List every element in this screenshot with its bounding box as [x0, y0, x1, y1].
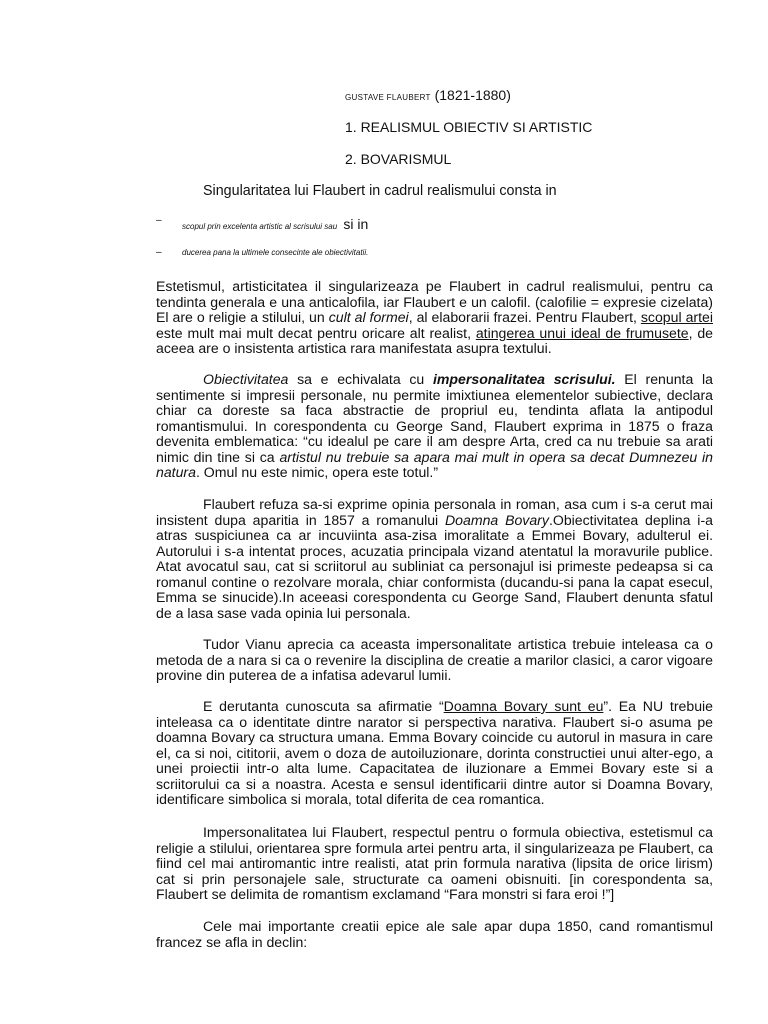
- paragraph-refuz-opinie: Flaubert refuza sa-si exprime opinia personala in roman, asa cum i s-a cerut mai insistent dupa aparitia in 1857 a romanului Doamna Bovary.Obiectivitatea deplina i-a atras suspiciunea ca ar incuviinta asa-zisa imoralitate a Emmei Bovary, adulterul ei. Autorului i s-a intentat proces, acuzatia principala vizand atentatul la moravurile publice. Atat avocatul sau, cat si scriitorul au subliniat ca personajul isi primeste pedeapsa si ca romanul contine o rezolvare morala, chiar conformista (ducandu-si pana la capat esecul, Emma se sinucide).In aceeasi corespondenta cu George Sand, Flaubert denunta sfatul de a lasa sase vada opinia lui personala.: [156, 496, 713, 621]
- paragraph-bovary-sunt-eu: E derutanta cunoscuta sa afirmatie “Doamna Bovary sunt eu”. Ea NU trebuie inteleasa ca o identitate dintre narator si perspectiva narativa. Flaubert si-o asuma pe doamna Bovary ca structura umana. Emma Bovary coincide cu autorul in masura in care el, ca si noi, cititorii, avem o doza de autoiluzionare, dorinta constructiei unui alter-ego, a unei proiectii intr-o alta lume. Capacitatea de iluzionare a Emmei Bovary este si a scriitorului ca si a noastra. Acesta e sensul identificarii dintre autor si Doamna Bovary, identificare simbolica si morala, total diferita de cea romantica.: [156, 698, 713, 808]
- title-line: [345, 86, 511, 107]
- author-name: GUSTAVE FLAUBERT: [345, 93, 431, 102]
- intro-sentence: Singularitatea lui Flaubert in cadrul realismului consta in: [203, 183, 557, 199]
- author-years: (1821-1880): [434, 87, 511, 103]
- bullet-tail: si in: [343, 216, 369, 232]
- paragraph-tudor-vianu: Tudor Vianu aprecia ca aceasta impersonalitate artistica trebuie inteleasa ca o metoda de a nara si ca o revenire la disciplina de creatie a marilor clasici, a caror vigoare provine din puterea de a infatisa adevarul lumii.: [156, 636, 713, 684]
- outline-item-2: 2. BOVARISMUL: [345, 151, 452, 167]
- paragraph-estetism: Estetismul, artisticitatea il singularizeaza pe Flaubert in cadrul realismului, pentru ca tendinta generala e una anticalofila, iar Flaubert e un calofil. (calofilie = expresie cizelata) El are o religie a stilului, un cult al formei, al elaborarii frazei. Pentru Flaubert, scopul artei este mult mai mult decat pentru oricare alt realist, atingerea unui ideal de frumusete, de aceea are o insistenta artistica rara manifestata asupra textului.: [156, 278, 713, 357]
- paragraph-impersonalitate: Impersonalitatea lui Flaubert, respectul pentru o formula obiectiva, estetismul ca religie a stilului, orientarea spre formula artei pentru arta, il singularizeaza pe Flaubert, ca fiind cel mai antiromantic intre realisti, atat prin formula narativa (lipsita de orice lirism) cat si prin personajele sale, structurate ca oameni obisnuiti. [in corespondenta sa, Flaubert se delimita de romantism exclamand “Fara monstri si fara eroi !”]: [156, 824, 713, 903]
- bullet-dash: –: [156, 215, 162, 226]
- bullet-text: scopul prin excelenta artistic al scrisului sau: [182, 222, 338, 231]
- paragraph-obiectivitate: Obiectivitatea sa e echivalata cu impersonalitatea scrisului. El renunta la sentimente si impresii personale, nu permite imixtiunea elementelor subiective, declara chiar ca doreste sa faca abstractie de propriul eu, tendinta aflata la antipodul romantismului. In corespondenta cu George Sand, Flaubert exprima in 1875 o fraza devenita emblematica: “cu idealul pe care il am despre Arta, cred ca nu trebuie sa arati nimic din tine si ca artistul nu trebuie sa apara mai mult in opera sa decat Dumnezeu in natura. Omul nu este nimic, opera este totul.”: [156, 371, 714, 481]
- bullet-text: ducerea pana la ultimele consecinte ale obiectivitatii.: [182, 248, 369, 257]
- outline-item-1: 1. REALISMUL OBIECTIV SI ARTISTIC: [345, 119, 593, 135]
- paragraph-creatii-epice: Cele mai importante creatii epice ale sale apar dupa 1850, cand romantismul francez se afla in declin:: [156, 918, 713, 950]
- bullet-dash: –: [156, 247, 162, 258]
